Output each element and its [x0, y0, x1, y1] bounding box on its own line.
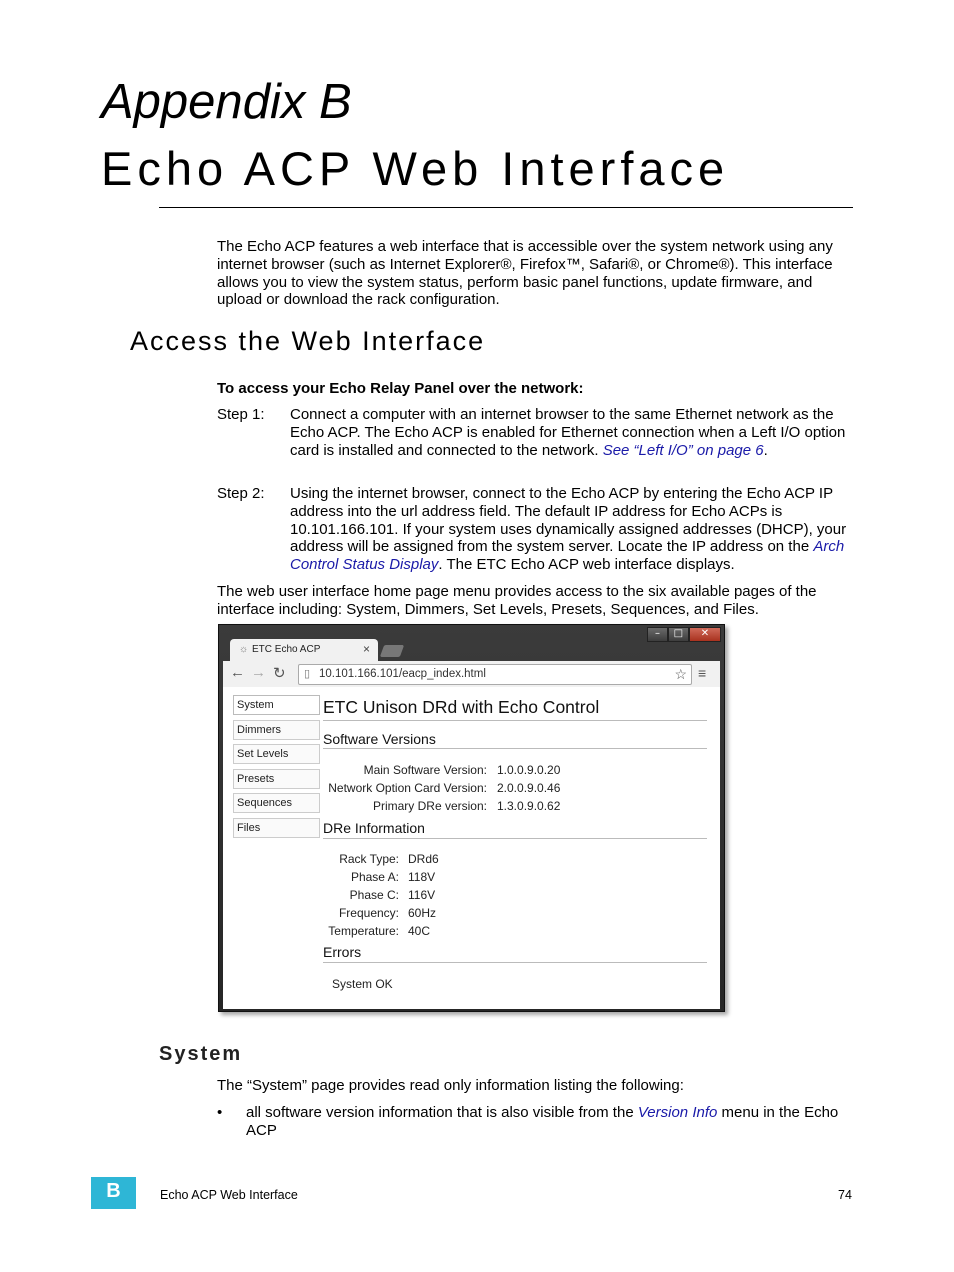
reload-icon[interactable]: ↻ — [273, 665, 286, 682]
bullet-icon: • — [217, 1104, 223, 1121]
main-software-value: 1.0.0.9.0.20 — [497, 763, 561, 777]
step-2-label: Step 2: — [217, 485, 265, 502]
browser-screenshot — [218, 624, 725, 1012]
page-favicon-icon: ☼ — [239, 644, 249, 655]
bullet-text-start: all software version information that is also visible from the — [246, 1104, 638, 1121]
nav-item-sequences[interactable]: Sequences — [233, 793, 320, 813]
rack-type-value: DRd6 — [408, 852, 439, 866]
site-title: ETC Unison DRd with Echo Control — [323, 697, 600, 717]
address-bar[interactable] — [298, 664, 692, 685]
phase-c-label: Phase C: — [349, 888, 399, 902]
tab-close-icon[interactable]: × — [362, 642, 370, 656]
network-card-label: Network Option Card Version: — [328, 781, 487, 795]
left-io-link[interactable]: See “Left I/O” on page 6 — [602, 441, 764, 459]
procedure-heading: To access your Echo Relay Panel over the network: — [217, 380, 584, 397]
title-rule — [323, 720, 707, 721]
window-controls — [647, 627, 721, 641]
browser-toolbar — [223, 661, 720, 687]
error-status: System OK — [332, 977, 393, 991]
browser-menu-icon[interactable]: ≡ — [698, 665, 707, 681]
primary-dre-value: 1.3.0.9.0.62 — [497, 799, 561, 813]
main-software-label: Main Software Version: — [363, 763, 487, 777]
version-info-link[interactable]: Version Info — [637, 1104, 718, 1121]
system-heading: System — [159, 1043, 243, 1065]
intro-paragraph: The Echo ACP features a web interface that is accessible over the system network using any internet browser (such as Internet Explorer®, Firefox™, Safari®, or Chrome®). This interface allows you to view the system status, perform basic panel functions, update firmware, and upload or download the rack configuration. — [217, 238, 833, 309]
browser-tab[interactable] — [230, 639, 378, 661]
nav-item-files[interactable]: Files — [233, 818, 320, 838]
frequency-value: 60Hz — [408, 906, 437, 920]
footer-badge — [91, 1177, 136, 1209]
nav-item-set-levels[interactable]: Set Levels — [233, 744, 320, 764]
primary-dre-label: Primary DRe version: — [372, 799, 487, 813]
temperature-value: 40C — [408, 924, 431, 938]
nav-item-presets[interactable]: Presets — [233, 769, 320, 789]
nav-item-system[interactable]: System — [233, 695, 320, 715]
arch-control-status-link[interactable]: Arch Control Status Display — [290, 538, 845, 574]
header-rule — [159, 207, 853, 208]
page-viewport — [223, 687, 720, 1009]
step-1-tail: . — [763, 441, 768, 459]
close-icon[interactable]: ✕ — [689, 627, 721, 642]
footer-title: Echo ACP Web Interface — [160, 1188, 298, 1202]
appendix-title: Appendix B — [101, 75, 352, 129]
software-rule — [323, 748, 707, 749]
footer-badge-letter: B — [106, 1180, 121, 1202]
bookmark-star-icon[interactable]: ☆ — [674, 666, 687, 682]
temperature-label: Temperature: — [328, 924, 399, 938]
minimize-icon[interactable]: – — [647, 627, 668, 642]
menu-paragraph: The web user interface home page menu provides access to the six available pages of the interface including: System, Dimmers, Set Levels, Presets, Sequences, and Files. — [217, 583, 817, 618]
step-2-text — [290, 485, 855, 574]
rack-type-label: Rack Type: — [339, 852, 399, 866]
software-versions-heading: Software Versions — [323, 731, 436, 747]
new-tab-button[interactable] — [380, 645, 404, 657]
step-1-text — [290, 406, 855, 459]
nav-menu — [233, 695, 319, 842]
dre-information-heading: DRe Information — [323, 820, 425, 836]
errors-rule — [323, 962, 707, 963]
page-icon: ▯ — [304, 668, 311, 680]
maximize-icon[interactable]: □ — [668, 627, 689, 642]
back-arrow-icon[interactable]: ← — [230, 664, 245, 681]
list-item — [246, 1104, 854, 1140]
bullet-text-end: menu in the Echo ACP — [246, 1104, 839, 1139]
dre-rule — [323, 838, 707, 839]
page-number: 74 — [838, 1188, 852, 1202]
nav-item-dimmers[interactable]: Dimmers — [233, 720, 320, 740]
frequency-label: Frequency: — [338, 906, 399, 920]
phase-c-value: 116V — [408, 888, 436, 902]
network-card-value: 2.0.0.9.0.46 — [497, 781, 561, 795]
chapter-title: Echo ACP Web Interface — [101, 142, 730, 195]
url-text: 10.101.166.101/eacp_index.html — [319, 668, 486, 680]
system-intro: The “System” page provides read only information listing the following: — [217, 1077, 684, 1094]
phase-a-label: Phase A: — [350, 870, 399, 884]
tab-title: ETC Echo ACP — [252, 644, 321, 655]
section-heading: Access the Web Interface — [130, 326, 486, 356]
phase-a-value: 118V — [408, 870, 436, 884]
errors-heading: Errors — [323, 944, 362, 960]
forward-arrow-icon[interactable]: → — [251, 664, 266, 681]
step-2-body: Using the internet browser, connect to the Echo ACP by entering the Echo ACP IP address into the url address field. The default IP address for Echo ACPs is 10.101.166.101. If your system uses dynamically assigned addresses (DHCP), your address will be assigned from the system server. Locate the IP address on the — [290, 485, 847, 556]
step-1-label: Step 1: — [217, 406, 265, 423]
step-2-tail: . The ETC Echo ACP web interface displays. — [438, 556, 735, 574]
step-1-body: Connect a computer with an internet browser to the same Ethernet network as the Echo ACP. The Echo ACP is enabled for Ethernet connection when a Left I/O option card is installed and connected to the network. — [290, 406, 846, 459]
